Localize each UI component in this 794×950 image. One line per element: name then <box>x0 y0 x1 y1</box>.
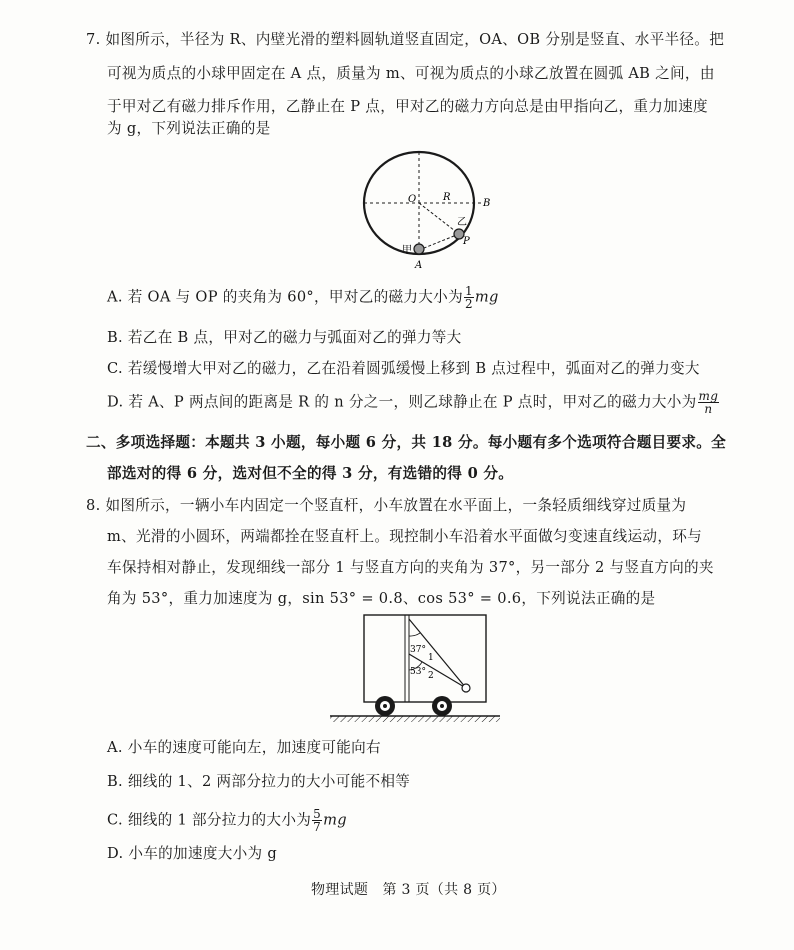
fraction-one-half <box>464 285 474 310</box>
label-p: P <box>463 236 470 247</box>
fraction-mg-over-n <box>698 390 720 415</box>
fraction-numerator: 5 <box>313 807 322 821</box>
q8-stem-line-4: 角为 53°，重力加速度为 g，sin 53° = 0.8、cos 53° = 0.6，下列说法正确的是 <box>107 590 656 607</box>
q8-option-b: B. 细线的 1、2 两部分拉力的大小可能不相等 <box>107 773 411 790</box>
label-b: B <box>483 198 491 209</box>
label-o: O <box>408 194 417 205</box>
q7-option-b: B. 若乙在 B 点，甲对乙的磁力与弧面对乙的弹力等大 <box>107 329 462 346</box>
vertical-rod <box>405 615 409 702</box>
section-2-heading-line-1: 二、多项选择题：本题共 3 小题，每小题 6 分，共 18 分。每小题有多个选项符合题目要求。全 <box>86 434 727 451</box>
q8-option-c-unit: mg <box>323 811 347 829</box>
q7-option-d-text: D. 若 A、P 两点间的距离是 R 的 n 分之一，则乙球静止在 P 点时，甲对乙的磁力大小为 <box>107 393 697 411</box>
fraction-five-sevenths <box>312 808 322 833</box>
ball-jia <box>414 244 424 254</box>
q7-stem-line-1: 7. 如图所示，半径为 R、内壁光滑的塑料圆轨道竖直固定，OA、OB 分别是竖直、水平半径。把 <box>86 31 725 48</box>
q7-option-d <box>107 390 720 415</box>
q8-option-c <box>107 808 347 833</box>
q7-option-a-unit: mg <box>474 288 499 306</box>
radius-op <box>419 203 459 234</box>
angle-arc-1 <box>409 633 420 636</box>
label-angle-37: 37° <box>410 645 426 655</box>
q7-stem-line-3: 于甲对乙有磁力排斥作用，乙静止在 P 点，甲对乙的磁力方向总是由甲指向乙，重力加速度 <box>107 98 708 115</box>
q7-circle-figure <box>355 150 495 276</box>
label-angle-53: 53° <box>410 667 426 677</box>
q8-stem-line-2: m、光滑的小圆环，两端都拴在竖直杆上。现控制小车沿着水平面做匀变速直线运动，环与 <box>107 528 702 545</box>
fraction-denominator: n <box>704 402 713 416</box>
label-jia: 甲 <box>402 245 412 256</box>
ground-hatch <box>330 716 500 722</box>
q8-cart-figure <box>330 612 500 724</box>
label-a: A <box>415 260 423 271</box>
label-yi: 乙 <box>457 217 467 228</box>
section-2-heading-line-2: 部选对的得 6 分，选对但不全的得 3 分，有选错的得 0 分。 <box>107 465 514 482</box>
fraction-numerator: 1 <box>464 284 473 298</box>
q7-stem-line-4: 为 g，下列说法正确的是 <box>107 120 271 137</box>
q7-option-a <box>107 285 499 310</box>
q8-option-d: D. 小车的加速度大小为 g <box>107 845 277 862</box>
label-part-2: 2 <box>428 671 434 681</box>
fraction-denominator: 7 <box>313 820 322 834</box>
q8-stem-line-1: 8. 如图所示，一辆小车内固定一个竖直杆，小车放置在水平面上，一条轻质细线穿过质量为 <box>86 497 687 514</box>
q7-option-a-text: A. 若 OA 与 OP 的夹角为 60°，甲对乙的磁力大小为 <box>107 288 463 306</box>
q8-option-c-text: C. 细线的 1 部分拉力的大小为 <box>107 811 312 829</box>
wheel-left <box>375 696 395 716</box>
fraction-denominator: 2 <box>464 297 473 311</box>
label-part-1: 1 <box>428 653 434 663</box>
q7-option-c: C. 若缓慢增大甲对乙的磁力，乙在沿着圆弧缓慢上移到 B 点过程中，弧面对乙的弹力变大 <box>107 360 700 377</box>
label-r: R <box>443 192 451 203</box>
page-footer: 物理试题 第 3 页（共 8 页） <box>311 882 506 898</box>
q8-option-a: A. 小车的速度可能向左，加速度可能向右 <box>107 739 381 756</box>
fraction-numerator: mg <box>698 389 719 403</box>
q7-stem-line-2: 可视为质点的小球甲固定在 A 点，质量为 m、可视为质点的小球乙放置在圆弧 AB 之间，由 <box>107 65 715 82</box>
q8-stem-line-3: 车保持相对静止，发现细线一部分 1 与竖直方向的夹角为 37°，另一部分 2 与竖直方向的夹 <box>107 559 714 576</box>
small-ring <box>462 684 470 692</box>
wheel-right <box>432 696 452 716</box>
